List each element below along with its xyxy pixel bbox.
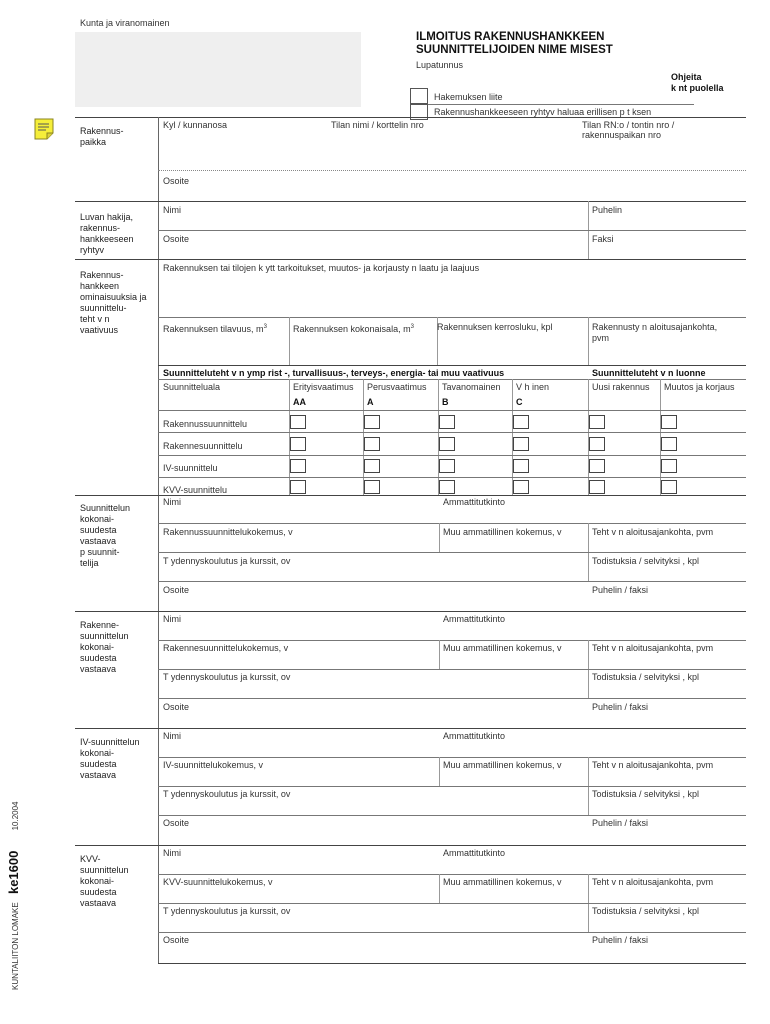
- row-kvv-design: KVV-suunnittelu: [163, 485, 228, 495]
- instructions-label-2: k nt puolella: [671, 83, 724, 93]
- applicant-section-bottom: [75, 259, 746, 260]
- checkbox-building-aa[interactable]: [290, 415, 306, 429]
- kvv-designer-divider-3: [158, 932, 746, 933]
- section-site-label: Rakennus- paikka: [80, 126, 124, 147]
- col-field-label: Suunnitteluala: [163, 382, 221, 392]
- iv-designer-task-start-label: Teht v n aloitusajankohta, pvm: [592, 760, 714, 770]
- building-designer-col-a: [439, 640, 440, 669]
- kvv-designer-divider-1: [158, 874, 746, 875]
- iv-designer-certificates-label: Todistuksia / selvityksi , kpl: [592, 789, 700, 799]
- main-designer-divider-1: [158, 523, 746, 524]
- site-address-label: Osoite: [163, 176, 190, 186]
- applicant-address-label: Osoite: [163, 234, 190, 244]
- code-b: B: [442, 397, 449, 407]
- building-designer-task-start-label: Teht v n aloitusajankohta, pvm: [592, 643, 714, 653]
- col-special-label: Erityisvaatimus: [293, 382, 354, 392]
- code-c: C: [516, 397, 523, 407]
- start-date-label-1: Rakennusty n aloitusajankohta,: [592, 322, 718, 332]
- iv-designer-divider-2: [158, 786, 746, 787]
- checkbox-kvv-c[interactable]: [513, 480, 529, 494]
- instructions-label-1: Ohjeita: [671, 72, 702, 82]
- start-date-label-2: pvm: [592, 333, 610, 343]
- checkbox-structural-aa[interactable]: [290, 437, 306, 451]
- iv-designer-training-label: T ydennyskoulutus ja kurssit, ov: [163, 789, 291, 799]
- applicant-name-label: Nimi: [163, 205, 181, 215]
- iv-designer-phone-label: Puhelin / faksi: [592, 818, 649, 828]
- main-designer-degree-label: Ammattitutkinto: [443, 497, 506, 507]
- checkbox-iv-c[interactable]: [513, 459, 529, 473]
- checkbox-iv-a[interactable]: [364, 459, 380, 473]
- building-designer-certificates-label: Todistuksia / selvityksi , kpl: [592, 672, 700, 682]
- main-designer-name-label: Nimi: [163, 497, 181, 507]
- kvv-designer-training-label: T ydennyskoulutus ja kurssit, ov: [163, 906, 291, 916]
- demand-row-divider-3: [158, 477, 746, 478]
- col-renovation-label: Muutos ja korjaus: [664, 382, 735, 392]
- applicant-phone-label: Puhelin: [592, 205, 623, 215]
- section-applicant-label: Luvan hakija, rakennus- hankkeeseen ryhtyv: [80, 212, 134, 255]
- row-iv-design: IV-suunnittelu: [163, 463, 218, 473]
- main-designer-training-label: T ydennyskoulutus ja kurssit, ov: [163, 556, 291, 566]
- kvv-designer-col-a: [439, 874, 440, 903]
- volume-label: Rakennuksen tilavuus, $m^3$: [163, 324, 267, 334]
- building-designer-divider-2: [158, 669, 746, 670]
- checkbox-building-new[interactable]: [589, 415, 605, 429]
- building-designer-address-label: Osoite: [163, 702, 190, 712]
- version-label: 10.2004: [11, 801, 20, 831]
- checkbox-building-c[interactable]: [513, 415, 529, 429]
- form-code-label: ke1600: [6, 850, 21, 895]
- floors-label: Rakennuksen kerrosluku, kpl: [437, 322, 553, 332]
- building-designer-training-label: T ydennyskoulutus ja kurssit, ov: [163, 672, 291, 682]
- checkbox-structural-c[interactable]: [513, 437, 529, 451]
- kvv-designer-name-label: Nimi: [163, 848, 181, 858]
- building-designer-divider-1: [158, 640, 746, 641]
- separate-decision-label: Rakennushankkeeseen ryhtyv haluaa erillisen p t ksen: [434, 107, 652, 117]
- kvv-designer-divider-2: [158, 903, 746, 904]
- applicant-fax-label: Faksi: [592, 234, 614, 244]
- main-designer-other-exp-label: Muu ammatillinen kokemus, v: [443, 527, 562, 537]
- iv-designer-address-label: Osoite: [163, 818, 190, 828]
- main-designer-section-bottom: [75, 611, 746, 612]
- building-designer-section-bottom: [75, 728, 746, 729]
- demand-heading: Suunnitteluteht v n ymp rist -, turvallisuus-, terveys-, energia- tai muu vaativuus: [163, 368, 505, 378]
- iv-designer-degree-label: Ammattitutkinto: [443, 731, 506, 741]
- site-dotted-divider: [158, 170, 746, 171]
- building-designer-name-label: Nimi: [163, 614, 181, 624]
- main-designer-col-a: [439, 523, 440, 552]
- applicant-row-divider: [158, 230, 746, 231]
- publisher-label: KUNTALIITON LOMAKE: [11, 902, 20, 990]
- project-section-bottom: [75, 495, 746, 496]
- checkbox-structural-b[interactable]: [439, 437, 455, 451]
- main-designer-certificates-label: Todistuksia / selvityksi , kpl: [592, 556, 700, 566]
- code-aa: AA: [293, 397, 306, 407]
- frame-bottom-line: [158, 963, 746, 964]
- checkbox-iv-aa[interactable]: [290, 459, 306, 473]
- checkbox-building-b[interactable]: [439, 415, 455, 429]
- col-minor-label: V h inen: [516, 382, 550, 392]
- main-designer-phone-label: Puhelin / faksi: [592, 585, 649, 595]
- checkbox-structural-a[interactable]: [364, 437, 380, 451]
- permit-id-label: Lupatunnus: [416, 60, 464, 70]
- building-designer-divider-3: [158, 698, 746, 699]
- project-col-divider-3: [588, 317, 589, 365]
- section-project-label: Rakennus- hankkeen ominaisuuksia ja suunnittelu- teht v n vaativuus: [80, 270, 147, 335]
- kvv-designer-other-exp-label: Muu ammatillinen kokemus, v: [443, 877, 562, 887]
- row-structural-design: Rakennesuunnittelu: [163, 441, 243, 451]
- sticky-note-icon[interactable]: [34, 118, 54, 140]
- col-new-label: Uusi rakennus: [592, 382, 650, 392]
- checkbox-kvv-new[interactable]: [589, 480, 605, 494]
- section-kvv-designer-label: KVV- suunnittelun kokonai- suudesta vastaava: [80, 854, 129, 908]
- form-title-line1: ILMOITUS RAKENNUSHANKKEEN: [416, 31, 605, 43]
- main-designer-task-start-label: Teht v n aloitusajankohta, pvm: [592, 527, 714, 537]
- checkbox-structural-renovation[interactable]: [661, 437, 677, 451]
- form-footer-vertical: [6, 801, 21, 990]
- village-label: Kyl / kunnanosa: [163, 120, 228, 130]
- iv-designer-experience-label: IV-suunnittelukokemus, v: [163, 760, 264, 770]
- row-building-design: Rakennussuunnittelu: [163, 419, 248, 429]
- demand-heading-divider: [158, 379, 746, 380]
- building-designer-phone-label: Puhelin / faksi: [592, 702, 649, 712]
- col-ordinary-label: Tavanomainen: [442, 382, 501, 392]
- main-designer-divider-3: [158, 581, 746, 582]
- demand-row-divider-2: [158, 455, 746, 456]
- checkbox-kvv-a[interactable]: [364, 480, 380, 494]
- project-col-divider-1: [289, 317, 290, 365]
- code-a: A: [367, 397, 374, 407]
- main-designer-address-label: Osoite: [163, 585, 190, 595]
- header-divider: [428, 104, 694, 105]
- iv-designer-other-exp-label: Muu ammatillinen kokemus, v: [443, 760, 562, 770]
- col-basic-label: Perusvaatimus: [367, 382, 427, 392]
- rn-label-2: rakennuspaikan nro: [582, 130, 662, 140]
- main-designer-experience-label: Rakennussuunnittelukokemus, v: [163, 527, 293, 537]
- checkbox-iv-renovation[interactable]: [661, 459, 677, 473]
- iv-designer-section-bottom: [75, 845, 746, 846]
- kvv-designer-task-start-label: Teht v n aloitusajankohta, pvm: [592, 877, 714, 887]
- checkbox-building-a[interactable]: [364, 415, 380, 429]
- building-designer-other-exp-label: Muu ammatillinen kokemus, v: [443, 643, 562, 653]
- checkbox-kvv-aa[interactable]: [290, 480, 306, 494]
- iv-designer-name-label: Nimi: [163, 731, 181, 741]
- purpose-label: Rakennuksen tai tilojen k ytt tarkoitukset, muutos- ja korjausty n laatu ja laajuus: [163, 263, 480, 273]
- iv-designer-col-a: [439, 757, 440, 786]
- section-building-designer-label: Rakenne- suunnittelun kokonai- suudesta vastaava: [80, 620, 129, 674]
- checkbox-kvv-b[interactable]: [439, 480, 455, 494]
- authority-field[interactable]: [75, 32, 361, 107]
- form-title-line2: SUUNNITTELIJOIDEN NIME MISEST: [416, 44, 613, 56]
- checkbox-iv-new[interactable]: [589, 459, 605, 473]
- floor-area-label: Rakennuksen kokonaisala, $m^3$: [293, 324, 414, 334]
- section-main-designer-label: Suunnittelun kokonai- suudesta vastaava p suunnit- telija: [80, 503, 131, 568]
- frame-column-divider: [158, 117, 159, 963]
- checkbox-building-renovation[interactable]: [661, 415, 677, 429]
- attachment-checkbox[interactable]: [410, 88, 428, 104]
- building-designer-degree-label: Ammattitutkinto: [443, 614, 506, 624]
- iv-designer-divider-1: [158, 757, 746, 758]
- kvv-designer-phone-label: Puhelin / faksi: [592, 935, 649, 945]
- section-iv-designer-label: IV-suunnittelun kokonai- suudesta vastaava: [80, 737, 140, 780]
- demand-code-divider: [158, 410, 746, 411]
- project-inner-divider: [158, 365, 746, 366]
- attachment-option-label: Hakemuksen liite: [434, 92, 503, 102]
- authority-label: Kunta ja viranomainen: [80, 18, 170, 28]
- frame-top-line: [75, 117, 746, 118]
- kvv-designer-degree-label: Ammattitutkinto: [443, 848, 506, 858]
- site-section-bottom: [75, 201, 746, 202]
- checkbox-iv-b[interactable]: [439, 459, 455, 473]
- estate-label: Tilan nimi / korttelin nro: [331, 120, 424, 130]
- kvv-designer-experience-label: KVV-suunnittelukokemus, v: [163, 877, 273, 887]
- kvv-designer-certificates-label: Todistuksia / selvityksi , kpl: [592, 906, 700, 916]
- building-designer-experience-label: Rakennesuunnittelukokemus, v: [163, 643, 289, 653]
- rn-label-1: Tilan RN:o / tontin nro /: [582, 120, 675, 130]
- checkbox-structural-new[interactable]: [589, 437, 605, 451]
- iv-designer-divider-3: [158, 815, 746, 816]
- main-designer-divider-2: [158, 552, 746, 553]
- checkbox-kvv-renovation[interactable]: [661, 480, 677, 494]
- demand-row-divider-1: [158, 432, 746, 433]
- kvv-designer-address-label: Osoite: [163, 935, 190, 945]
- project-row-divider: [158, 317, 746, 318]
- task-type-heading: Suunnitteluteht v n luonne: [592, 368, 706, 378]
